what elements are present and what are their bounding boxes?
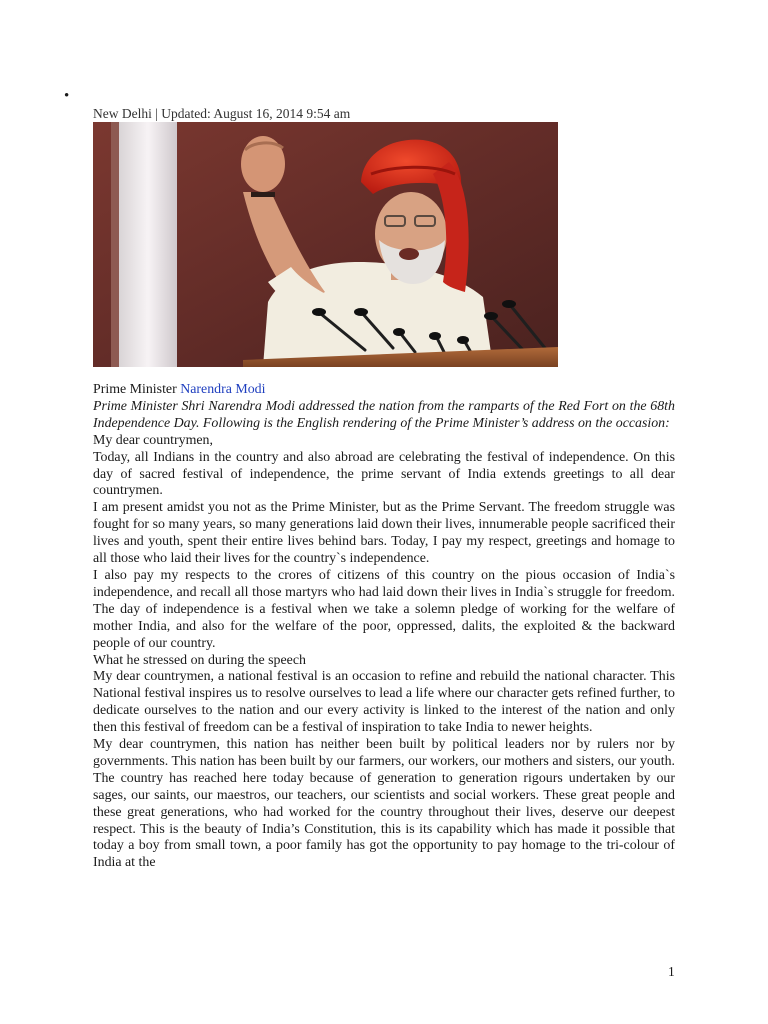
paragraph-prime-servant: I am present amidst you not as the Prime Minister, but as the Prime Servant. The freedom struggle was fought for so many years, so many generations laid down their lives, innumerable people sacrificed their lives and youth, spent their entire lives behind bars. Today, I pay my respect, greetings and homage to all those who laid their lives for the country`s independence. — [93, 500, 675, 567]
section-heading: What he stressed on during the speech — [93, 652, 306, 668]
paragraph-nation-builders: My dear countrymen, this nation has neither been built by political leaders nor by rulers nor by governments. This nation has been built by our farmers, our workers, our mothers and sisters, our youth. The country has reached here today because of generation to generation rigours undertaken by our sages, our saints, our maestros, our teachers, our scientists and social workers. These great people and these great generations, who had worked for the country throughout their lives, deserve our deepest respect. This is the beauty of India’s Constitution, this is its capability which has made it possible that today a boy from small town, a poor family has got the opportunity to pay homage to the tri-colour of India at the — [93, 737, 675, 871]
paragraph-national-character: My dear countrymen, a national festival is an occasion to refine and rebuild the national character. This National festival inspires us to resolve ourselves to lead a life where our character gets refined further, to dedicate ourselves to the nation and our every activity is linked to the interest of the nation and only then this festival of freedom can be a festival of inspiration to take India to newer heights. — [93, 669, 675, 736]
photo-caption — [93, 382, 675, 399]
paragraph-greeting: My dear countrymen, — [93, 432, 213, 448]
dateline: New Delhi | Updated: August 16, 2014 9:54 am — [93, 106, 351, 121]
caption-prefix: Prime Minister — [93, 382, 181, 397]
paragraph-respects: I also pay my respects to the crores of citizens of this country on the pious occasion of India`s independence, and recall all those martyrs who had laid down their lives in India`s struggle for freedom. The day of independence is a festival when we take a solemn pledge of working for the welfare of mother India, and also for the welfare of the poor, oppressed, dalits, the exploited & the backward people of our country. — [93, 567, 675, 651]
narendra-modi-link[interactable]: Narendra Modi — [180, 382, 266, 397]
article-photo — [93, 122, 558, 367]
article-body — [93, 382, 675, 872]
list-bullet: • — [64, 88, 70, 104]
intro-paragraph: Prime Minister Shri Narendra Modi addressed the nation from the ramparts of the Red Fort on the 68th Independence Day. Following is the English rendering of the Prime Minister’s address on the occasion: — [93, 398, 675, 431]
page-number: 1 — [668, 964, 675, 979]
paragraph-festival: Today, all Indians in the country and also abroad are celebrating the festival of independence. On this day of sacred festival of independence, the prime servant of India extends greetings to all dear countrymen. — [93, 449, 675, 499]
